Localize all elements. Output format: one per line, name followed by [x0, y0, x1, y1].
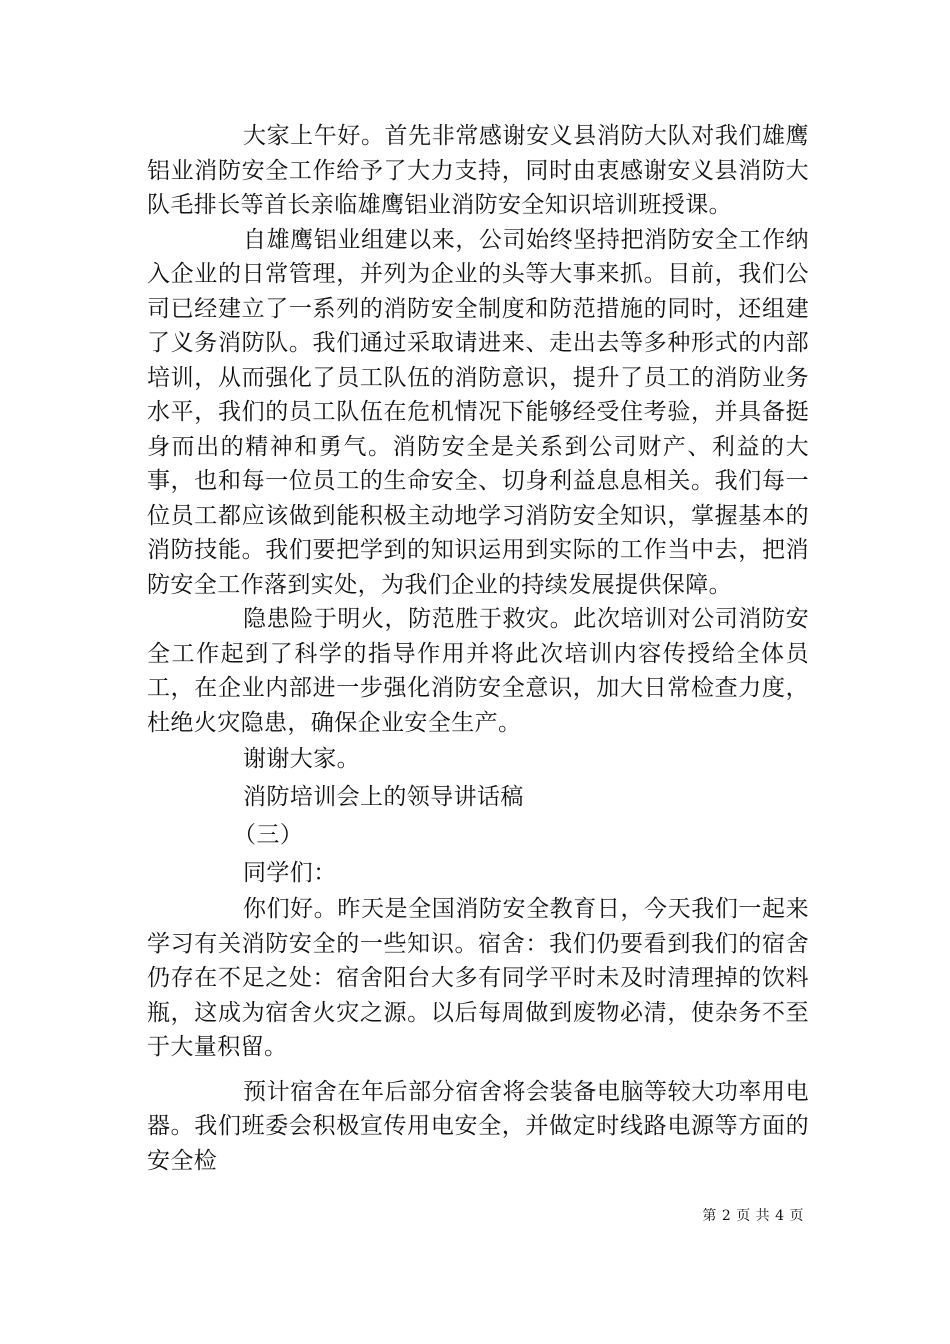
section-number: （三） [233, 822, 304, 848]
paragraph-dormitory-safety: 你们好。昨天是全国消防安全教育日，今天我们一起来学习有关消防安全的一些知识。宿舍：我们仍要看到我们的宿舍仍存在不足之处：宿舍阳台大多有同学平时未及时清理掉的饮料瓶，这成为宿舍火灾之源。以后每周做到废物必清，使杂务不至于大量积留。 [147, 896, 809, 1060]
paragraph-training-summary: 隐患险于明火，防范胜于救灾。此次培训对公司消防安全工作起到了科学的指导作用并将此次培训内容传授给全体员工，在企业内部进一步强化消防安全意识，加大日常检查力度，杜绝火灾隐患，确保企业安全生产。 [147, 606, 809, 736]
paragraph-greeting: 大家上午好。首先非常感谢安义县消防大队对我们雄鹰铝业消防安全工作给予了大力支持，同时由衷感谢安义县消防大队毛排长等首长亲临雄鹰铝业消防安全知识培训班授课。 [147, 123, 809, 218]
paragraph-thanks: 谢谢大家。 [243, 746, 360, 772]
document-body [147, 119, 809, 1178]
section-title: 消防培训会上的领导讲话稿 [243, 784, 524, 810]
salutation: 同学们： [243, 860, 337, 886]
paragraph-electrical-safety: 预计宿舍在年后部分宿舍将会装备电脑等较大功率用电器。我们班委会积极宣传用电安全，并做定时线路电源等方面的安全检 [147, 1078, 809, 1174]
paragraph-company-fire-safety: 自雄鹰铝业组建以来，公司始终坚持把消防安全工作纳入企业的日常管理，并列为企业的头等大事来抓。目前，我们公司已经建立了一系列的消防安全制度和防范措施的同时，还组建了义务消防队。我们通过采取请进来、走出去等多种形式的内部培训，从而强化了员工队伍的消防意识，提升了员工的消防业务水平，我们的员工队伍在危机情况下能够经受住考验，并具备挺身而出的精神和勇气。消防安全是关系到公司财产、利益的大事，也和每一位员工的生命安全、切身利益息息相关。我们每一位员工都应该做到能积极主动地学习消防安全知识，掌握基本的消防技能。我们要把学到的知识运用到实际的工作当中去，把消防安全工作落到实处，为我们企业的持续发展提供保障。 [147, 226, 809, 598]
page-number-footer: 第 2 页 共 4 页 [702, 1208, 804, 1224]
